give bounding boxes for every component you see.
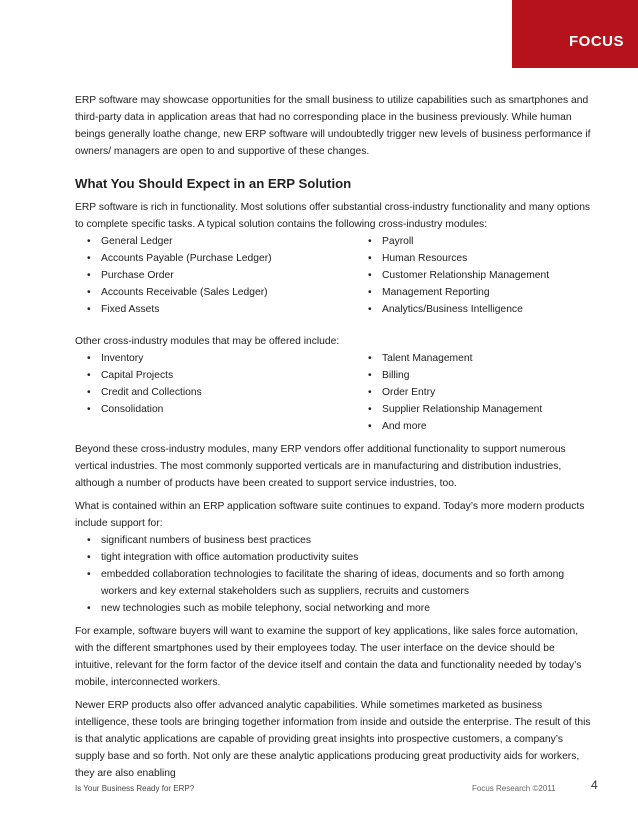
list-item: • Analytics/Business Intelligence: [368, 304, 523, 315]
paragraph-functionality: ERP software is rich in functionality. Most solutions offer substantial cross-industry functionality and many options to complete specific tasks. A typical solution contains the following cross-industry modules:: [75, 202, 591, 230]
list-item: • Fixed Assets: [87, 304, 160, 315]
list-item: • Accounts Receivable (Sales Ledger): [87, 287, 268, 298]
list-item: • tight integration with office automation productivity suites: [87, 552, 359, 563]
list-item: • Payroll: [368, 236, 414, 247]
list-item: • Inventory: [87, 353, 144, 364]
list-item: • Accounts Payable (Purchase Ledger): [87, 253, 272, 264]
modules-list: [75, 233, 595, 318]
list-item-empty: [75, 418, 356, 435]
focus-logo: [512, 0, 638, 68]
paragraph-analytics: Newer ERP products also offer advanced analytic capabilities. While sometimes marketed as business intelligence, these tools are bringing together information from inside and outside the enterprise. The result of this is that analytic applications are capable of providing great insights into prospective customers, a company’s supply base and so forth. Not only are these analytic applications producing great productivity aids for workers, they are also enabling: [75, 700, 591, 779]
page-number: 4: [591, 778, 598, 792]
footer-copyright: Focus Research ©2011: [472, 784, 556, 793]
list-item: • Customer Relationship Management: [368, 270, 550, 281]
list-item: • Purchase Order: [87, 270, 174, 281]
list-item: • Management Reporting: [368, 287, 490, 298]
logo-text: FOCUS: [569, 33, 624, 50]
list-item: • significant numbers of business best practices: [87, 535, 312, 546]
list-item: • Credit and Collections: [87, 387, 202, 398]
list-item: • General Ledger: [87, 236, 173, 247]
intro-paragraph: ERP software may showcase opportunities for the small business to utilize capabilities such as smartphones and third-party data in application areas that had no corresponding place in the business previously. While human beings generally loathe change, new ERP software will undoubtedly trigger new levels of business performance if owners/ managers are open to and supportive of these changes.: [75, 95, 591, 157]
list-item: • Human Resources: [368, 253, 468, 264]
other-modules-list: [75, 350, 595, 435]
paragraph-smartphones: For example, software buyers will want to examine the support of key applications, like sales force automation, with the different smartphones used by their employees today. The user interface on the device should be intuitive, relevant for the form factor of the device itself and contain the data and functionality needed by today’s mobile, interconnected workers.: [75, 626, 582, 688]
footer-title: Is Your Business Ready for ERP?: [75, 784, 195, 793]
list-item: • Billing: [368, 370, 410, 381]
list-item: • new technologies such as mobile telephony, social networking and more: [87, 603, 430, 614]
section-heading: What You Should Expect in an ERP Solution: [75, 176, 352, 191]
paragraph-expanding-suite: What is contained within an ERP application software suite continues to expand. Today’s more modern products include support for:: [75, 501, 585, 529]
paragraph-other-modules: Other cross-industry modules that may be offered include:: [75, 336, 340, 347]
paragraph-vertical-industries: Beyond these cross-industry modules, many ERP vendors offer additional functionality to support numerous vertical industries. The most commonly supported verticals are in manufacturing and distribution industries, although a number of products have been created to support service industries, too.: [75, 444, 566, 489]
list-item: • Supplier Relationship Management: [368, 404, 543, 415]
list-item: • And more: [368, 421, 427, 432]
list-item: • embedded collaboration technologies to facilitate the sharing of ideas, documents and so forth among workers and key external stakeholders such as suppliers, recruits and customers: [87, 569, 565, 597]
document-body: [75, 92, 595, 782]
list-item: • Talent Management: [368, 353, 473, 364]
list-item: • Consolidation: [87, 404, 164, 415]
list-item: • Capital Projects: [87, 370, 174, 381]
support-list: [75, 532, 595, 617]
list-item: • Order Entry: [368, 387, 436, 398]
